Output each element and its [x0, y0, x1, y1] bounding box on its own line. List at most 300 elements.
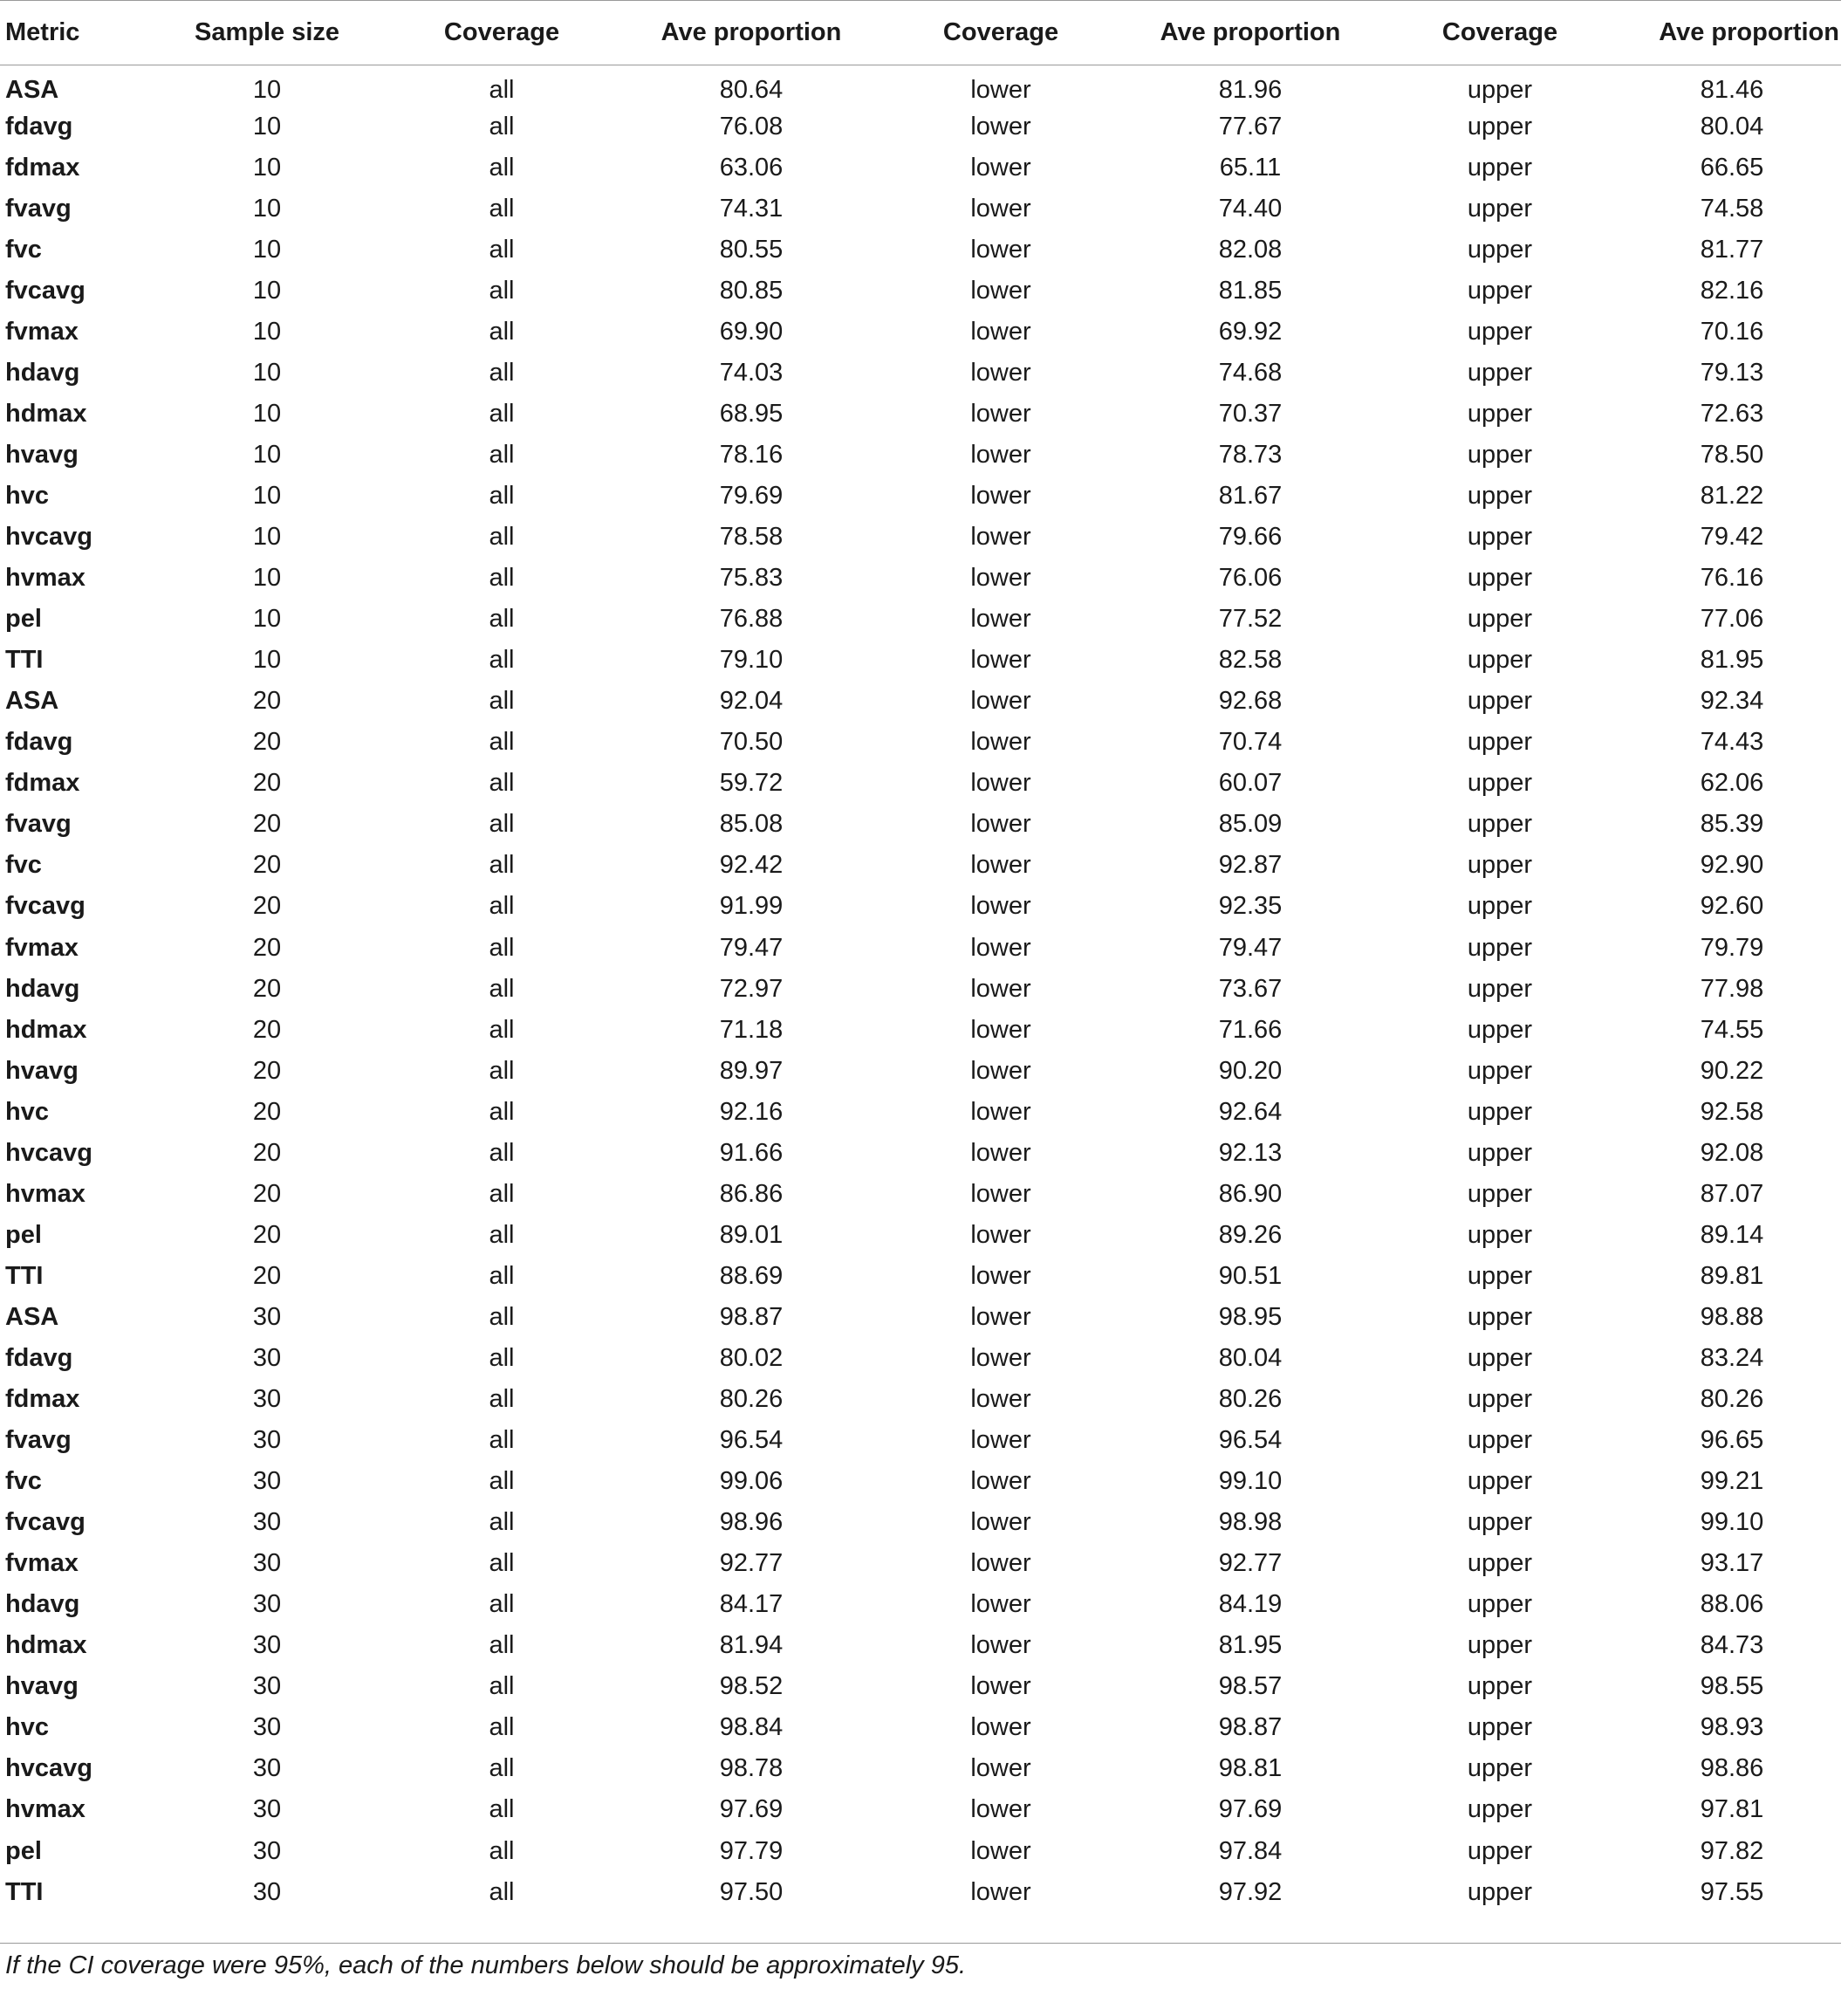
cell-sample-size: 30	[252, 1508, 282, 1537]
cell-sample-size: 20	[252, 933, 282, 962]
cell-coverage: lower	[970, 687, 1031, 716]
cell-ave-proportion: 91.66	[719, 1138, 784, 1167]
cell-coverage: all	[489, 1056, 515, 1085]
cell-coverage: upper	[1467, 1631, 1533, 1660]
cell-ave-proportion: 80.55	[719, 235, 784, 264]
cell-sample-size: 20	[252, 1179, 282, 1208]
cell-coverage: lower	[970, 892, 1031, 921]
cell-ave-proportion: 74.68	[1218, 358, 1283, 387]
cell-sample-size: 30	[252, 1754, 282, 1783]
table-row	[0, 1051, 1841, 1092]
cell-coverage: lower	[970, 1179, 1031, 1208]
table-row	[0, 435, 1841, 476]
cell-coverage: all	[489, 646, 515, 675]
cell-ave-proportion: 77.67	[1218, 112, 1283, 141]
table-row	[0, 1174, 1841, 1215]
cell-coverage: upper	[1467, 564, 1533, 593]
cell-metric: pel	[5, 1220, 42, 1249]
cell-coverage: lower	[970, 153, 1031, 182]
cell-metric: fdmax	[5, 1385, 80, 1414]
cell-ave-proportion: 93.17	[1700, 1549, 1764, 1578]
cell-coverage: upper	[1467, 1097, 1533, 1126]
cell-ave-proportion: 92.34	[1700, 687, 1764, 716]
cell-ave-proportion: 74.43	[1700, 728, 1764, 757]
cell-coverage: upper	[1467, 1877, 1533, 1906]
table-row	[0, 558, 1841, 599]
cell-coverage: upper	[1467, 317, 1533, 346]
cell-metric: hvcavg	[5, 1138, 92, 1167]
cell-coverage: upper	[1467, 1138, 1533, 1167]
cell-sample-size: 20	[252, 1220, 282, 1249]
table-row	[0, 1748, 1841, 1789]
cell-ave-proportion: 79.79	[1700, 933, 1764, 962]
cell-ave-proportion: 79.66	[1218, 523, 1283, 552]
table-row	[0, 1707, 1841, 1748]
cell-ave-proportion: 98.95	[1218, 1302, 1283, 1331]
cell-coverage: all	[489, 276, 515, 305]
cell-coverage: lower	[970, 933, 1031, 962]
cell-ave-proportion: 88.06	[1700, 1590, 1764, 1619]
table-row	[0, 1502, 1841, 1543]
cell-ave-proportion: 77.98	[1700, 974, 1764, 1003]
cell-ave-proportion: 77.06	[1700, 605, 1764, 634]
cell-coverage: upper	[1467, 810, 1533, 839]
header-coverage-upper: Coverage	[1377, 1, 1623, 65]
cell-coverage: lower	[970, 1754, 1031, 1783]
cell-coverage: lower	[970, 1836, 1031, 1865]
cell-coverage: upper	[1467, 399, 1533, 428]
cell-coverage: lower	[970, 564, 1031, 593]
cell-ave-proportion: 96.54	[719, 1426, 784, 1455]
cell-coverage: all	[489, 317, 515, 346]
cell-ave-proportion: 85.39	[1700, 810, 1764, 839]
cell-ave-proportion: 81.46	[1700, 75, 1764, 104]
cell-ave-proportion: 74.40	[1218, 194, 1283, 223]
table-row	[0, 1420, 1841, 1461]
cell-coverage: upper	[1467, 1261, 1533, 1290]
table-row	[0, 1215, 1841, 1256]
cell-metric: fvavg	[5, 194, 72, 223]
cell-metric: ASA	[5, 1302, 59, 1331]
table-row	[0, 1789, 1841, 1830]
table-row	[0, 886, 1841, 927]
cell-coverage: lower	[970, 646, 1031, 675]
cell-coverage: upper	[1467, 1056, 1533, 1085]
cell-metric: fvavg	[5, 810, 72, 839]
cell-coverage: lower	[970, 1302, 1031, 1331]
cell-coverage: lower	[970, 1015, 1031, 1044]
cell-ave-proportion: 76.16	[1700, 564, 1764, 593]
cell-metric: fdavg	[5, 1343, 73, 1372]
table-row	[0, 681, 1841, 722]
table-row	[0, 230, 1841, 271]
cell-ave-proportion: 99.06	[719, 1467, 784, 1496]
cell-sample-size: 30	[252, 1713, 282, 1742]
cell-ave-proportion: 74.55	[1700, 1015, 1764, 1044]
cell-ave-proportion: 79.42	[1700, 523, 1764, 552]
cell-coverage: upper	[1467, 1385, 1533, 1414]
cell-sample-size: 10	[252, 276, 282, 305]
table-row	[0, 1092, 1841, 1133]
cell-ave-proportion: 89.97	[719, 1056, 784, 1085]
cell-sample-size: 30	[252, 1426, 282, 1455]
cell-coverage: lower	[970, 1877, 1031, 1906]
cell-coverage: all	[489, 153, 515, 182]
cell-ave-proportion: 99.21	[1700, 1467, 1764, 1496]
header-ave-proportion-all: Ave proportion	[625, 1, 878, 65]
cell-coverage: upper	[1467, 687, 1533, 716]
cell-sample-size: 10	[252, 605, 282, 634]
cell-metric: hdavg	[5, 1590, 80, 1619]
cell-ave-proportion: 99.10	[1218, 1467, 1283, 1496]
cell-sample-size: 10	[252, 75, 282, 104]
cell-coverage: all	[489, 892, 515, 921]
cell-coverage: lower	[970, 1713, 1031, 1742]
cell-ave-proportion: 81.67	[1218, 481, 1283, 510]
cell-metric: hdavg	[5, 358, 80, 387]
cell-ave-proportion: 98.98	[1218, 1508, 1283, 1537]
cell-coverage: lower	[970, 1549, 1031, 1578]
cell-ave-proportion: 98.96	[719, 1508, 784, 1537]
cell-ave-proportion: 69.92	[1218, 317, 1283, 346]
cell-metric: fvavg	[5, 1426, 72, 1455]
cell-coverage: upper	[1467, 235, 1533, 264]
table-row	[0, 845, 1841, 886]
cell-sample-size: 10	[252, 481, 282, 510]
cell-coverage: all	[489, 605, 515, 634]
cell-ave-proportion: 99.10	[1700, 1508, 1764, 1537]
cell-metric: fvmax	[5, 1549, 79, 1578]
cell-coverage: upper	[1467, 1220, 1533, 1249]
header-row	[0, 1, 1841, 65]
cell-ave-proportion: 98.86	[1700, 1754, 1764, 1783]
cell-ave-proportion: 97.55	[1700, 1877, 1764, 1906]
cell-coverage: all	[489, 1138, 515, 1167]
cell-coverage: upper	[1467, 851, 1533, 880]
cell-coverage: upper	[1467, 440, 1533, 469]
cell-ave-proportion: 91.99	[719, 892, 784, 921]
cell-ave-proportion: 79.47	[719, 933, 784, 962]
cell-sample-size: 20	[252, 687, 282, 716]
cell-ave-proportion: 79.47	[1218, 933, 1283, 962]
cell-metric: hvc	[5, 481, 49, 510]
cell-metric: fdavg	[5, 112, 73, 141]
cell-sample-size: 20	[252, 1261, 282, 1290]
cell-ave-proportion: 83.24	[1700, 1343, 1764, 1372]
cell-ave-proportion: 98.93	[1700, 1713, 1764, 1742]
cell-ave-proportion: 98.88	[1700, 1302, 1764, 1331]
cell-ave-proportion: 92.87	[1218, 851, 1283, 880]
cell-ave-proportion: 72.97	[719, 974, 784, 1003]
cell-coverage: lower	[970, 1508, 1031, 1537]
header-coverage-all: Coverage	[379, 1, 625, 65]
cell-ave-proportion: 60.07	[1218, 769, 1283, 798]
table-row	[0, 927, 1841, 968]
cell-metric: TTI	[5, 1261, 44, 1290]
cell-ave-proportion: 81.96	[1218, 75, 1283, 104]
cell-sample-size: 30	[252, 1467, 282, 1496]
cell-coverage: all	[489, 358, 515, 387]
cell-ave-proportion: 96.54	[1218, 1426, 1283, 1455]
cell-coverage: upper	[1467, 1549, 1533, 1578]
cell-metric: fvcavg	[5, 276, 86, 305]
cell-sample-size: 10	[252, 440, 282, 469]
cell-ave-proportion: 62.06	[1700, 769, 1764, 798]
cell-coverage: all	[489, 1097, 515, 1126]
cell-ave-proportion: 98.87	[719, 1302, 784, 1331]
cell-ave-proportion: 81.22	[1700, 481, 1764, 510]
cell-metric: TTI	[5, 1877, 44, 1906]
table-row	[0, 1625, 1841, 1666]
cell-sample-size: 20	[252, 892, 282, 921]
cell-coverage: upper	[1467, 523, 1533, 552]
cell-coverage: upper	[1467, 1508, 1533, 1537]
cell-metric: fvc	[5, 1467, 42, 1496]
cell-metric: hdavg	[5, 974, 80, 1003]
cell-ave-proportion: 82.16	[1700, 276, 1764, 305]
cell-ave-proportion: 74.58	[1700, 194, 1764, 223]
cell-ave-proportion: 89.26	[1218, 1220, 1283, 1249]
cell-coverage: lower	[970, 728, 1031, 757]
cell-coverage: lower	[970, 440, 1031, 469]
header-sample-size: Sample size	[155, 1, 379, 65]
cell-sample-size: 30	[252, 1836, 282, 1865]
cell-ave-proportion: 86.90	[1218, 1179, 1283, 1208]
cell-metric: hvmax	[5, 1179, 86, 1208]
cell-coverage: all	[489, 481, 515, 510]
cell-ave-proportion: 80.02	[719, 1343, 784, 1372]
cell-ave-proportion: 77.52	[1218, 605, 1283, 634]
cell-coverage: all	[489, 523, 515, 552]
table-body	[0, 65, 1841, 1913]
cell-coverage: upper	[1467, 112, 1533, 141]
cell-sample-size: 20	[252, 1056, 282, 1085]
cell-coverage: lower	[970, 1467, 1031, 1496]
cell-coverage: lower	[970, 317, 1031, 346]
cell-ave-proportion: 80.04	[1218, 1343, 1283, 1372]
cell-ave-proportion: 81.95	[1700, 646, 1764, 675]
cell-sample-size: 30	[252, 1795, 282, 1824]
cell-coverage: all	[489, 235, 515, 264]
cell-metric: hvc	[5, 1713, 49, 1742]
cell-sample-size: 10	[252, 523, 282, 552]
table-header	[0, 1, 1841, 65]
cell-coverage: lower	[970, 1138, 1031, 1167]
cell-coverage: lower	[970, 1672, 1031, 1701]
cell-coverage: all	[489, 1343, 515, 1372]
cell-sample-size: 30	[252, 1877, 282, 1906]
cell-coverage: all	[489, 1754, 515, 1783]
cell-coverage: all	[489, 1508, 515, 1537]
cell-coverage: upper	[1467, 1179, 1533, 1208]
cell-coverage: all	[489, 1713, 515, 1742]
table-row	[0, 1461, 1841, 1502]
cell-ave-proportion: 76.06	[1218, 564, 1283, 593]
cell-sample-size: 10	[252, 646, 282, 675]
header-ave-proportion-upper: Ave proportion	[1623, 1, 1841, 65]
cell-coverage: all	[489, 851, 515, 880]
table-row	[0, 1010, 1841, 1051]
table-row	[0, 1584, 1841, 1625]
table-row	[0, 763, 1841, 804]
cell-ave-proportion: 74.03	[719, 358, 784, 387]
header-coverage-lower: Coverage	[878, 1, 1124, 65]
cell-coverage: all	[489, 1590, 515, 1619]
cell-ave-proportion: 71.18	[719, 1015, 784, 1044]
cell-coverage: lower	[970, 1261, 1031, 1290]
cell-coverage: lower	[970, 974, 1031, 1003]
table-row	[0, 1379, 1841, 1420]
table-row	[0, 517, 1841, 558]
cell-ave-proportion: 88.69	[719, 1261, 784, 1290]
cell-ave-proportion: 92.68	[1218, 687, 1283, 716]
cell-coverage: upper	[1467, 75, 1533, 104]
cell-ave-proportion: 92.77	[1218, 1549, 1283, 1578]
cell-coverage: lower	[970, 523, 1031, 552]
cell-metric: hvcavg	[5, 1754, 92, 1783]
cell-sample-size: 20	[252, 810, 282, 839]
cell-metric: ASA	[5, 75, 59, 104]
table-row	[0, 147, 1841, 189]
cell-ave-proportion: 79.13	[1700, 358, 1764, 387]
table-row	[0, 1133, 1841, 1174]
cell-coverage: lower	[970, 1385, 1031, 1414]
cell-coverage: all	[489, 687, 515, 716]
cell-coverage: all	[489, 75, 515, 104]
table-row	[0, 1338, 1841, 1379]
table-row	[0, 65, 1841, 106]
cell-sample-size: 10	[252, 317, 282, 346]
table-row	[0, 1543, 1841, 1584]
cell-ave-proportion: 98.84	[719, 1713, 784, 1742]
cell-coverage: all	[489, 769, 515, 798]
cell-metric: hdmax	[5, 1631, 87, 1660]
cell-ave-proportion: 65.11	[1219, 153, 1282, 182]
cell-sample-size: 30	[252, 1631, 282, 1660]
cell-sample-size: 10	[252, 399, 282, 428]
cell-ave-proportion: 73.67	[1218, 974, 1283, 1003]
cell-ave-proportion: 87.07	[1700, 1179, 1764, 1208]
table-row	[0, 722, 1841, 763]
cell-ave-proportion: 76.88	[719, 605, 784, 634]
cell-metric: pel	[5, 605, 42, 634]
cell-metric: hvcavg	[5, 523, 92, 552]
cell-coverage: upper	[1467, 646, 1533, 675]
cell-coverage: upper	[1467, 605, 1533, 634]
cell-metric: fvmax	[5, 933, 79, 962]
cell-ave-proportion: 97.84	[1218, 1836, 1283, 1865]
cell-sample-size: 20	[252, 728, 282, 757]
cell-ave-proportion: 79.10	[719, 646, 784, 675]
cell-coverage: all	[489, 933, 515, 962]
cell-ave-proportion: 80.26	[1700, 1385, 1764, 1414]
cell-coverage: all	[489, 1385, 515, 1414]
cell-ave-proportion: 98.55	[1700, 1672, 1764, 1701]
cell-coverage: upper	[1467, 276, 1533, 305]
cell-coverage: all	[489, 1549, 515, 1578]
cell-metric: fvc	[5, 851, 42, 880]
cell-metric: fvc	[5, 235, 42, 264]
cell-ave-proportion: 92.42	[719, 851, 784, 880]
cell-ave-proportion: 71.66	[1218, 1015, 1283, 1044]
cell-coverage: lower	[970, 1343, 1031, 1372]
cell-coverage: lower	[970, 1056, 1031, 1085]
cell-metric: ASA	[5, 687, 59, 716]
cell-coverage: all	[489, 1795, 515, 1824]
cell-sample-size: 20	[252, 1138, 282, 1167]
cell-ave-proportion: 97.69	[1218, 1795, 1283, 1824]
cell-ave-proportion: 70.74	[1218, 728, 1283, 757]
cell-coverage: upper	[1467, 1713, 1533, 1742]
cell-coverage: lower	[970, 75, 1031, 104]
cell-coverage: lower	[970, 1590, 1031, 1619]
cell-coverage: upper	[1467, 1015, 1533, 1044]
cell-sample-size: 20	[252, 851, 282, 880]
cell-ave-proportion: 85.09	[1218, 810, 1283, 839]
cell-ave-proportion: 80.26	[719, 1385, 784, 1414]
cell-ave-proportion: 82.58	[1218, 646, 1283, 675]
cell-coverage: all	[489, 1302, 515, 1331]
cell-ave-proportion: 96.65	[1700, 1426, 1764, 1455]
cell-coverage: all	[489, 564, 515, 593]
cell-metric: hvmax	[5, 564, 86, 593]
cell-coverage: all	[489, 1220, 515, 1249]
header-ave-proportion-lower: Ave proportion	[1124, 1, 1377, 65]
cell-ave-proportion: 89.01	[719, 1220, 784, 1249]
cell-coverage: upper	[1467, 153, 1533, 182]
cell-sample-size: 20	[252, 1015, 282, 1044]
cell-coverage: lower	[970, 1220, 1031, 1249]
cell-coverage: upper	[1467, 1302, 1533, 1331]
cell-ave-proportion: 86.86	[719, 1179, 784, 1208]
cell-ave-proportion: 59.72	[719, 769, 784, 798]
cell-coverage: upper	[1467, 1426, 1533, 1455]
cell-coverage: lower	[970, 1795, 1031, 1824]
cell-coverage: upper	[1467, 1795, 1533, 1824]
cell-ave-proportion: 74.31	[719, 194, 784, 223]
cell-coverage: all	[489, 1877, 515, 1906]
cell-coverage: all	[489, 440, 515, 469]
cell-coverage: lower	[970, 358, 1031, 387]
cell-ave-proportion: 98.87	[1218, 1713, 1283, 1742]
cell-ave-proportion: 98.78	[719, 1754, 784, 1783]
cell-ave-proportion: 92.77	[719, 1549, 784, 1578]
cell-metric: fvmax	[5, 317, 79, 346]
table-row	[0, 1297, 1841, 1338]
cell-ave-proportion: 89.81	[1700, 1261, 1764, 1290]
cell-ave-proportion: 90.22	[1700, 1056, 1764, 1085]
cell-metric: hdmax	[5, 399, 87, 428]
cell-coverage: lower	[970, 112, 1031, 141]
cell-ave-proportion: 78.50	[1700, 440, 1764, 469]
cell-metric: fdmax	[5, 153, 80, 182]
cell-coverage: lower	[970, 481, 1031, 510]
cell-coverage: all	[489, 1426, 515, 1455]
cell-metric: hvavg	[5, 440, 79, 469]
cell-metric: pel	[5, 1836, 42, 1865]
table-row	[0, 1666, 1841, 1707]
cell-ave-proportion: 81.95	[1218, 1631, 1283, 1660]
cell-ave-proportion: 98.81	[1218, 1754, 1283, 1783]
cell-coverage: all	[489, 194, 515, 223]
cell-ave-proportion: 92.64	[1218, 1097, 1283, 1126]
cell-ave-proportion: 92.16	[719, 1097, 784, 1126]
cell-metric: fdmax	[5, 769, 80, 798]
cell-coverage: upper	[1467, 892, 1533, 921]
cell-ave-proportion: 78.16	[719, 440, 784, 469]
cell-ave-proportion: 92.13	[1218, 1138, 1283, 1167]
cell-coverage: lower	[970, 194, 1031, 223]
